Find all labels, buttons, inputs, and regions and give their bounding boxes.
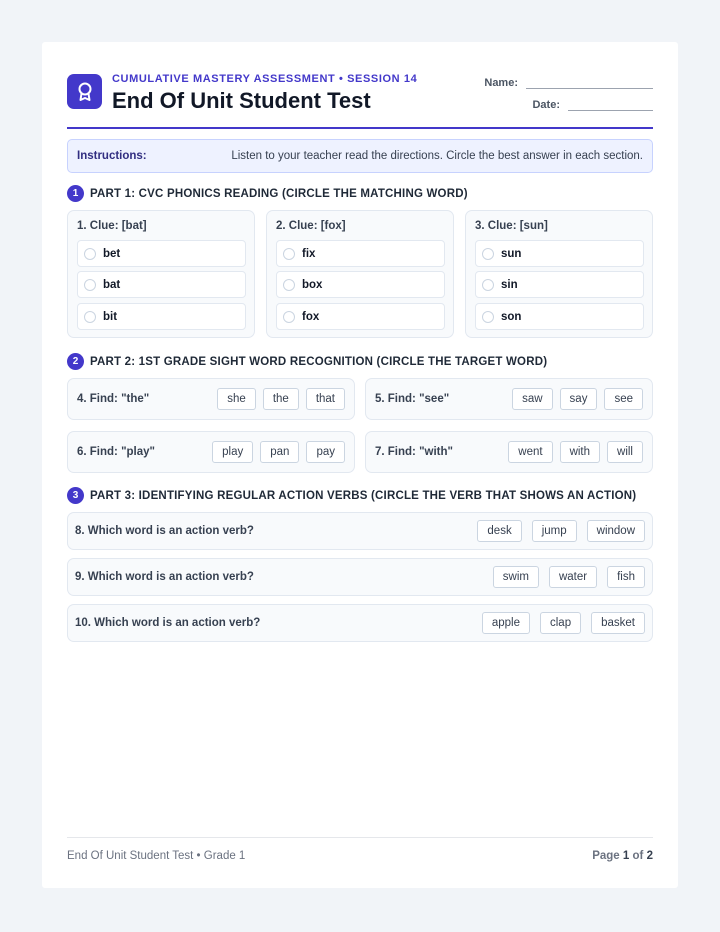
- question-clue: 3. Clue: [sun]: [475, 220, 548, 232]
- answer-option[interactable]: bat: [77, 271, 246, 298]
- part1-number-badge: 1: [67, 185, 84, 202]
- part1-title: PART 1: CVC PHONICS READING (CIRCLE THE MATCHING WORD): [90, 187, 468, 200]
- word-choice[interactable]: that: [306, 388, 345, 410]
- page-title: End Of Unit Student Test: [112, 88, 371, 113]
- word-choices: [477, 520, 645, 542]
- answer-option[interactable]: box: [276, 271, 445, 298]
- action-verb-card-9: [67, 558, 653, 596]
- radio-circle-icon[interactable]: [482, 279, 494, 291]
- question-card-3: [465, 210, 653, 338]
- radio-circle-icon[interactable]: [84, 311, 96, 323]
- radio-circle-icon[interactable]: [283, 248, 295, 260]
- answer-option[interactable]: fox: [276, 303, 445, 330]
- name-blank-line[interactable]: [526, 75, 653, 89]
- question-label: 9. Which word is an action verb?: [75, 571, 254, 583]
- word-choice[interactable]: apple: [482, 612, 530, 634]
- question-label: 5. Find: "see": [375, 393, 450, 405]
- word-choices: [212, 441, 345, 463]
- sight-word-card-5: [365, 378, 653, 420]
- worksheet-page: [42, 42, 678, 888]
- word-choice[interactable]: basket: [591, 612, 645, 634]
- word-choices: [482, 612, 645, 634]
- page-header: [67, 73, 653, 128]
- word-choice[interactable]: water: [549, 566, 597, 588]
- word-choice[interactable]: clap: [540, 612, 581, 634]
- date-label: Date:: [532, 99, 560, 111]
- sight-word-card-6: [67, 431, 355, 473]
- word-choice[interactable]: went: [508, 441, 552, 463]
- part2-number-badge: 2: [67, 353, 84, 370]
- sight-word-card-7: [365, 431, 653, 473]
- award-ribbon-icon: [67, 74, 102, 109]
- date-field[interactable]: [532, 97, 653, 111]
- word-choice[interactable]: see: [604, 388, 643, 410]
- radio-circle-icon[interactable]: [482, 311, 494, 323]
- sight-word-card-4: [67, 378, 355, 420]
- answer-option[interactable]: fix: [276, 240, 445, 267]
- radio-circle-icon[interactable]: [84, 248, 96, 260]
- radio-circle-icon[interactable]: [84, 279, 96, 291]
- date-blank-line[interactable]: [568, 97, 653, 111]
- answer-option[interactable]: bet: [77, 240, 246, 267]
- question-label: 7. Find: "with": [375, 446, 453, 458]
- answer-option[interactable]: sin: [475, 271, 644, 298]
- header-divider: [67, 127, 653, 129]
- question-label: 4. Find: "the": [77, 393, 150, 405]
- word-choice[interactable]: with: [560, 441, 600, 463]
- instructions-box: [67, 139, 653, 173]
- instructions-text: Listen to your teacher read the directions. Circle the best answer in each section.: [231, 150, 643, 162]
- assessment-subtitle: CUMULATIVE MASTERY ASSESSMENT • SESSION 14: [112, 73, 418, 85]
- word-choice[interactable]: the: [263, 388, 299, 410]
- part1-heading: [67, 185, 468, 202]
- word-choice[interactable]: fish: [607, 566, 645, 588]
- word-choice[interactable]: jump: [532, 520, 577, 542]
- part2-heading: [67, 353, 547, 370]
- word-choice[interactable]: say: [560, 388, 598, 410]
- word-choices: [217, 388, 345, 410]
- part3-number-badge: 3: [67, 487, 84, 504]
- question-label: 10. Which word is an action verb?: [75, 617, 261, 629]
- question-label: 6. Find: "play": [77, 446, 155, 458]
- question-card-1: [67, 210, 255, 338]
- question-clue: 2. Clue: [fox]: [276, 220, 346, 232]
- word-choice[interactable]: pan: [260, 441, 299, 463]
- question-clue: 1. Clue: [bat]: [77, 220, 147, 232]
- word-choice[interactable]: desk: [477, 520, 521, 542]
- part3-heading: [67, 487, 636, 504]
- action-verb-card-10: [67, 604, 653, 642]
- answer-option[interactable]: son: [475, 303, 644, 330]
- radio-circle-icon[interactable]: [482, 248, 494, 260]
- word-choices: [512, 388, 643, 410]
- word-choice[interactable]: she: [217, 388, 256, 410]
- radio-circle-icon[interactable]: [283, 311, 295, 323]
- word-choices: [493, 566, 645, 588]
- name-label: Name:: [484, 77, 518, 89]
- word-choice[interactable]: pay: [306, 441, 345, 463]
- question-card-2: [266, 210, 454, 338]
- footer-divider: [67, 837, 653, 838]
- answer-option[interactable]: bit: [77, 303, 246, 330]
- word-choice[interactable]: window: [587, 520, 645, 542]
- instructions-label: Instructions:: [77, 150, 147, 162]
- word-choice[interactable]: saw: [512, 388, 552, 410]
- answer-option[interactable]: sun: [475, 240, 644, 267]
- footer-caption: End Of Unit Student Test • Grade 1: [67, 850, 246, 862]
- part2-title: PART 2: 1ST GRADE SIGHT WORD RECOGNITION (CIRCLE THE TARGET WORD): [90, 355, 548, 368]
- page-number: Page 1 of 2: [592, 850, 653, 862]
- word-choice[interactable]: will: [607, 441, 643, 463]
- action-verb-card-8: [67, 512, 653, 550]
- radio-circle-icon[interactable]: [283, 279, 295, 291]
- part3-title: PART 3: IDENTIFYING REGULAR ACTION VERBS (CIRCLE THE VERB THAT SHOWS AN ACTION): [90, 489, 637, 502]
- word-choice[interactable]: play: [212, 441, 253, 463]
- word-choice[interactable]: swim: [493, 566, 539, 588]
- word-choices: [508, 441, 643, 463]
- name-field[interactable]: [484, 75, 653, 89]
- question-label: 8. Which word is an action verb?: [75, 525, 254, 537]
